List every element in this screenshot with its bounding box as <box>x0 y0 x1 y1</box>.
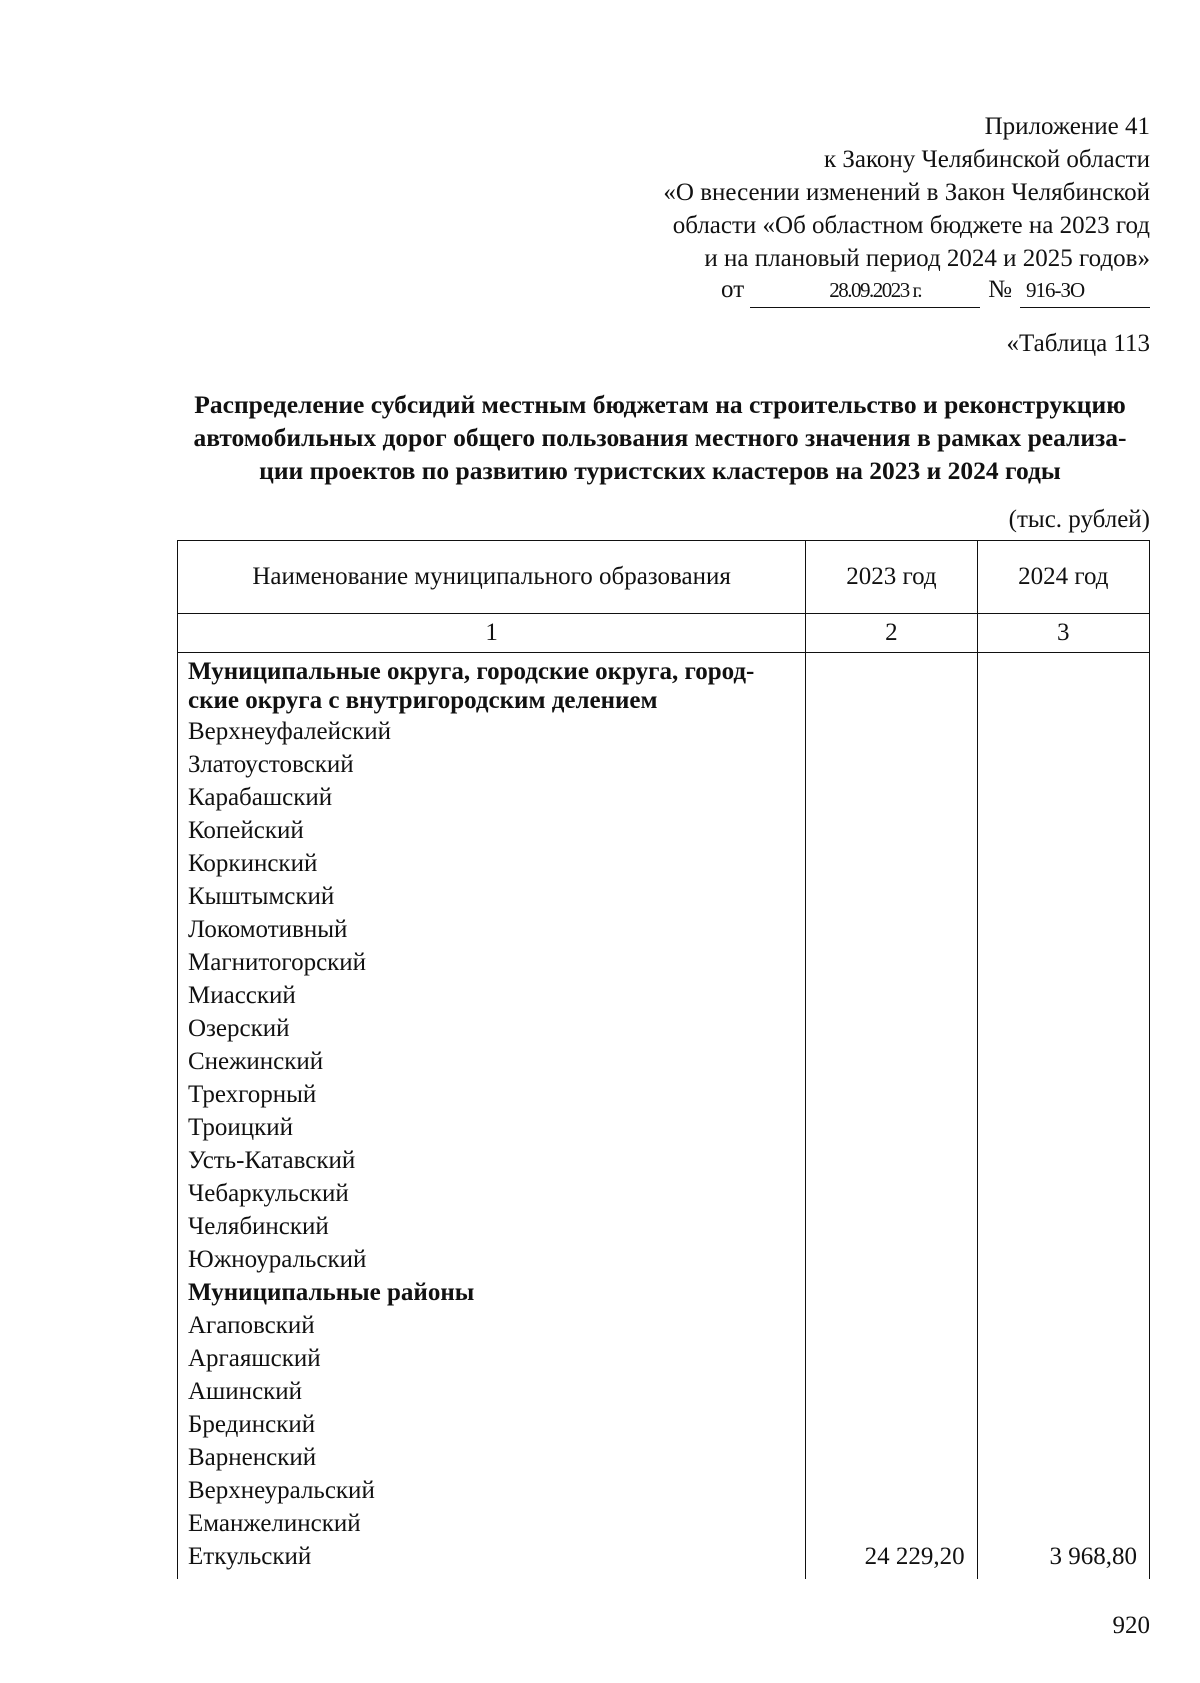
table-row-name: Усть-Катавский <box>188 1147 356 1174</box>
table-row-name: Снежинский <box>188 1048 324 1075</box>
values-2024-cell <box>977 653 1149 1580</box>
law-date: 28.09.2023 г. <box>750 274 980 308</box>
table-row-name: Южноуральский <box>188 1246 367 1273</box>
appendix-block <box>663 110 1150 308</box>
value-2023: 24 229,20 <box>864 1543 965 1570</box>
document-title <box>170 388 1150 487</box>
number-label: № <box>988 276 1012 303</box>
table-row-name: Агаповский <box>188 1312 315 1339</box>
column-header-name: Наименование муниципального образования <box>178 541 806 614</box>
column-number: 1 <box>178 614 806 653</box>
page-number: 920 <box>1112 1612 1150 1639</box>
column-number-row <box>178 614 1150 653</box>
appendix-line: Приложение 41 <box>984 113 1150 140</box>
values-2023-cell <box>806 653 977 1580</box>
table-row-name: Аргаяшский <box>188 1345 321 1372</box>
column-header-2023: 2023 год <box>806 541 977 614</box>
table-row-name: Верхнеуральский <box>188 1477 375 1504</box>
appendix-line: и на плановый период 2024 и 2025 годов» <box>704 245 1150 272</box>
date-label: от <box>721 276 745 303</box>
table-row-name: Карабашский <box>188 784 333 811</box>
subsidy-table <box>177 540 1150 1579</box>
appendix-line: области «Об областном бюджете на 2023 год <box>672 212 1150 239</box>
table-row-name: Троицкий <box>188 1114 293 1141</box>
table-header-row <box>178 541 1150 614</box>
table-row-name: Еткульский <box>188 1543 312 1570</box>
table-row-name: Копейский <box>188 817 304 844</box>
group2-list <box>188 1309 795 1540</box>
title-line: ции проектов по развитию туристских кластеров на 2023 и 2024 годы <box>259 456 1061 485</box>
table-row-name: Ашинский <box>188 1378 303 1405</box>
group-title: ские округа с внутригородским делением <box>188 687 658 714</box>
table-row-name: Златоустовский <box>188 751 354 778</box>
table-row-name: Локомотивный <box>188 916 348 943</box>
table-row-name: Верхнеуфалейский <box>188 718 391 745</box>
table-body-row <box>178 653 1150 1580</box>
table-row-name: Брединский <box>188 1411 316 1438</box>
table-row-name: Магнитогорский <box>188 949 367 976</box>
table-row-name: Варненский <box>188 1444 317 1471</box>
group-title: Муниципальные округа, городские округа, город- <box>188 658 755 685</box>
column-number: 3 <box>977 614 1149 653</box>
table-row-name: Чебаркульский <box>188 1180 349 1207</box>
appendix-line: к Закону Челябинской области <box>824 146 1150 173</box>
law-number: 916-ЗО <box>1020 274 1150 308</box>
table-row-name: Кыштымский <box>188 883 335 910</box>
appendix-line: «О внесении изменений в Закон Челябинской <box>663 179 1150 206</box>
units-label: (тыс. рублей) <box>1008 506 1150 533</box>
group-title: Муниципальные районы <box>188 1279 475 1306</box>
title-line: автомобильных дорог общего пользования местного значения в рамках реализа- <box>193 423 1127 452</box>
law-reference-line <box>663 273 1150 308</box>
column-number: 2 <box>806 614 977 653</box>
table-row-name: Трехгорный <box>188 1081 317 1108</box>
table-label: «Таблица 113 <box>1006 330 1150 357</box>
table-row-name: Коркинский <box>188 850 318 877</box>
table-row-name: Челябинский <box>188 1213 329 1240</box>
table-row-name: Озерский <box>188 1015 290 1042</box>
value-2024: 3 968,80 <box>1049 1543 1137 1570</box>
group1-list <box>188 715 795 1276</box>
column-header-2024: 2024 год <box>977 541 1149 614</box>
municipality-names-cell <box>178 653 806 1580</box>
table-row-name: Миасский <box>188 982 296 1009</box>
title-line: Распределение субсидий местным бюджетам на строительство и реконструкцию <box>194 390 1126 419</box>
table-row-name: Еманжелинский <box>188 1510 361 1537</box>
